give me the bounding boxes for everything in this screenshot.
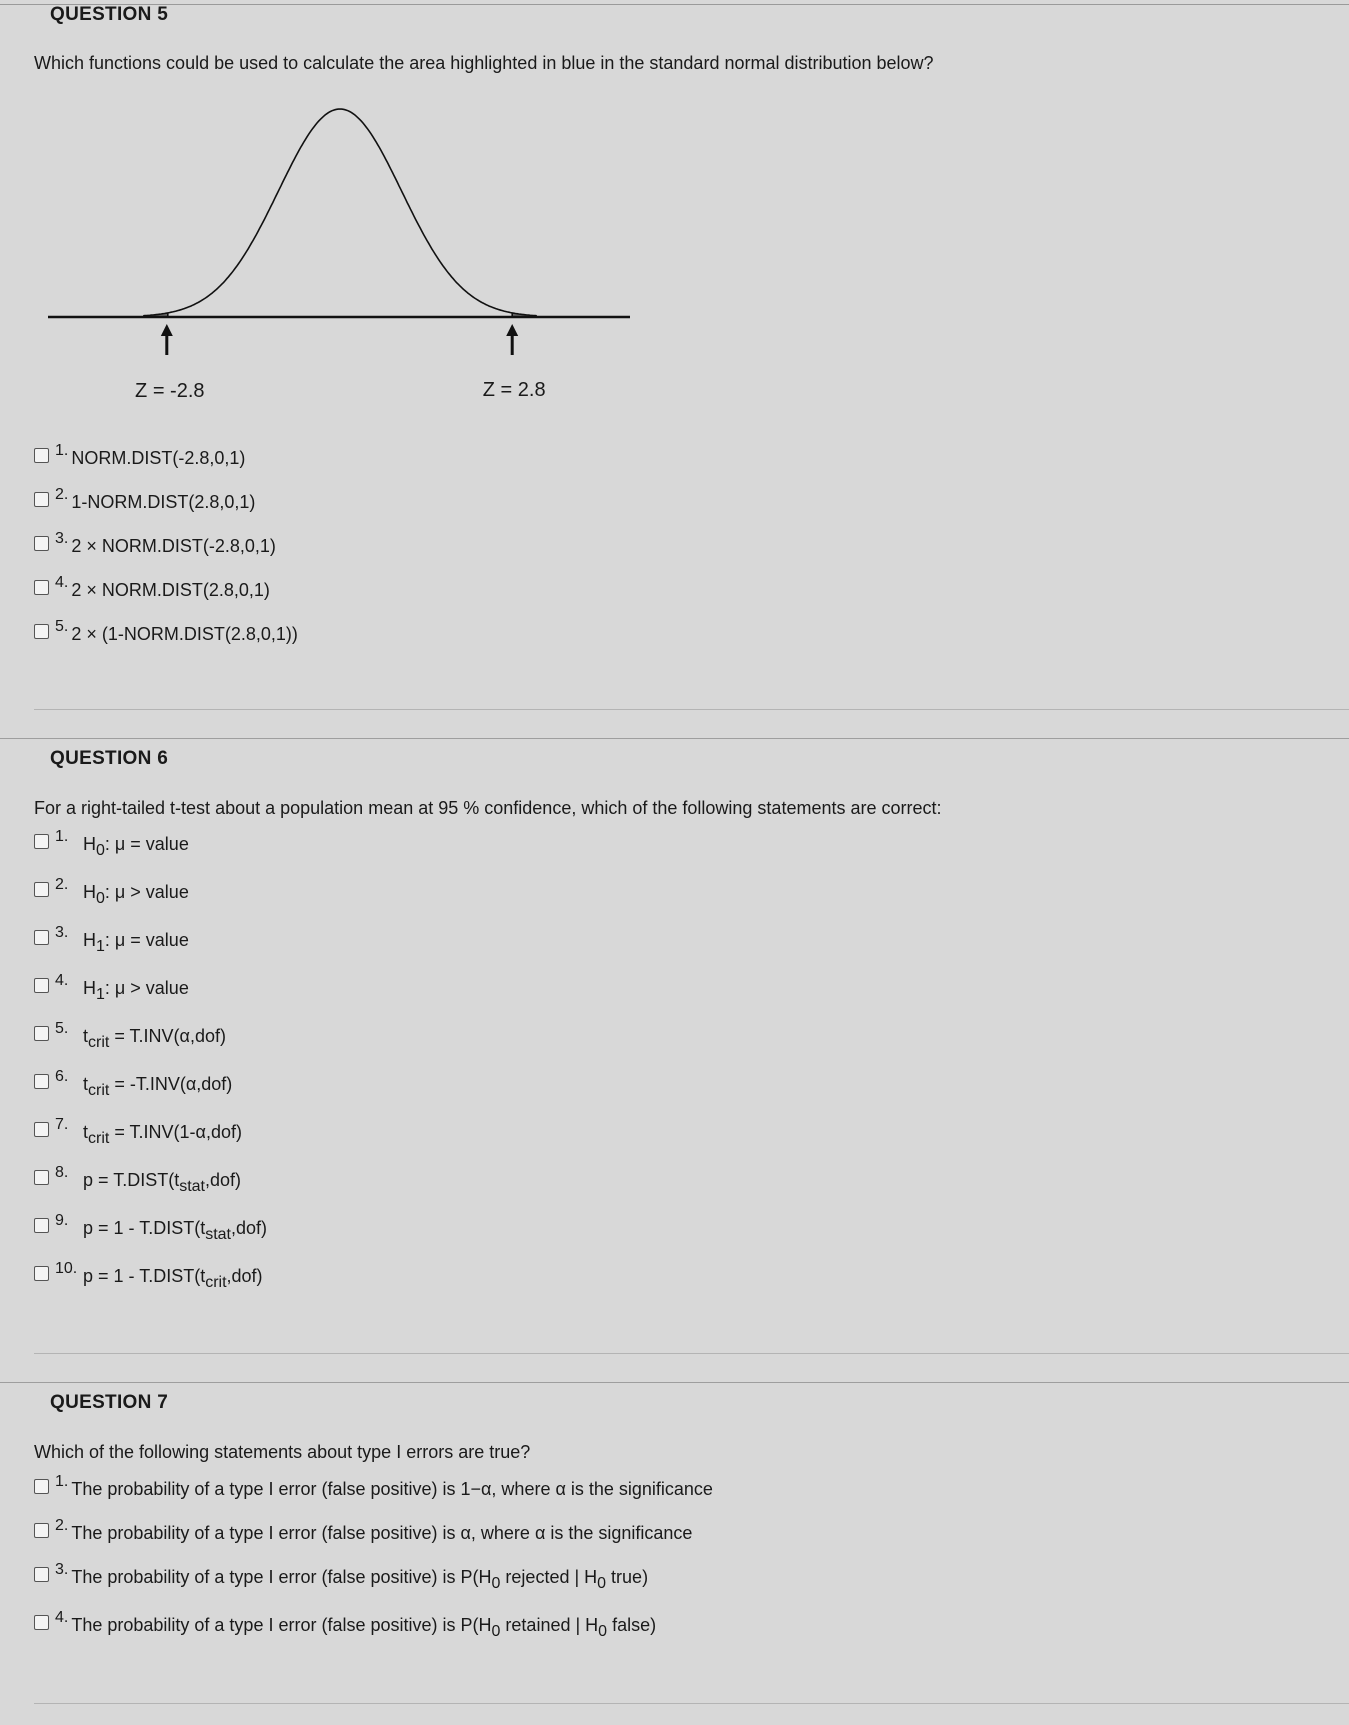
q6-option-6[interactable]	[34, 1068, 233, 1099]
q5-option-4[interactable]	[34, 574, 270, 602]
option-number: 4.	[55, 1609, 69, 1626]
option-text: $H_1$: μ > value	[83, 978, 189, 1003]
q6-option-9-checkbox[interactable]	[34, 1218, 49, 1233]
question-6-text: For a right-tailed t-test about a population mean at 95 % confidence, which of the following statements are correct:	[34, 798, 942, 818]
option-text: $H_0$: μ = value	[83, 834, 189, 859]
q7-option-3-checkbox[interactable]	[34, 1567, 49, 1582]
right-arrow-icon	[506, 324, 518, 355]
q7-option-2[interactable]	[34, 1517, 693, 1545]
q6-option-7[interactable]	[34, 1116, 242, 1147]
option-text: $t_{crit} = T.INV(1-\alpha,dof)$	[83, 1122, 242, 1147]
q7-option-1-checkbox[interactable]	[34, 1479, 49, 1494]
q6-option-2-checkbox[interactable]	[34, 882, 49, 897]
option-text: $p = T.DIST(t_{stat},dof)$	[83, 1170, 242, 1195]
question-6-bottom-divider	[34, 1353, 1349, 1354]
option-number: 2.	[55, 486, 69, 503]
option-text: The probability of a type I error (false positive) is α, where α is the significance	[71, 1523, 693, 1543]
q6-option-9[interactable]	[34, 1212, 268, 1243]
q5-option-1[interactable]	[34, 442, 246, 470]
option-number: 9.	[55, 1212, 69, 1229]
q6-option-10[interactable]	[34, 1260, 263, 1291]
option-text: NORM.DIST(-2.8,0,1)	[71, 448, 246, 468]
option-text: The probability of a type I error (false positive) is $P(H_0$ retained | $H_0$ false)	[71, 1615, 657, 1640]
option-number: 8.	[55, 1164, 69, 1181]
option-text: $t_{crit} = T.INV(\alpha,dof)$	[83, 1026, 226, 1051]
section-divider	[0, 738, 1349, 739]
option-number: 10.	[55, 1260, 78, 1277]
q6-option-1[interactable]	[34, 828, 189, 859]
q6-option-3[interactable]	[34, 924, 189, 955]
option-text: $t_{crit} = -T.INV(\alpha,dof)$	[83, 1074, 233, 1099]
q5-option-3-checkbox[interactable]	[34, 536, 49, 551]
option-number: 5.	[55, 618, 69, 635]
normal-curve	[143, 109, 537, 316]
q6-option-10-checkbox[interactable]	[34, 1266, 49, 1281]
option-number: 2.	[55, 876, 69, 893]
question-7-title: QUESTION 7	[50, 1392, 169, 1413]
question-7-bottom-divider	[34, 1703, 1349, 1704]
option-text: $H_1$: μ = value	[83, 930, 189, 955]
option-number: 1.	[55, 1473, 69, 1490]
q5-option-5[interactable]	[34, 618, 298, 646]
option-number: 6.	[55, 1068, 69, 1085]
option-text: The probability of a type I error (false positive) is 1−α, where α is the significance	[71, 1479, 713, 1499]
q6-option-5-checkbox[interactable]	[34, 1026, 49, 1041]
question-5-bottom-divider	[34, 709, 1349, 710]
option-text: $p = 1 - T.DIST(t_{stat},dof)$	[83, 1218, 268, 1243]
q5-option-1-checkbox[interactable]	[34, 448, 49, 463]
q7-option-4-checkbox[interactable]	[34, 1615, 49, 1630]
left-z-label: Z = -2.8	[135, 380, 205, 402]
question-6-title: QUESTION 6	[50, 748, 169, 769]
question-7-text: Which of the following statements about type I errors are true?	[34, 1442, 531, 1462]
q6-option-8-checkbox[interactable]	[34, 1170, 49, 1185]
q6-option-3-checkbox[interactable]	[34, 930, 49, 945]
option-text: $p = 1 - T.DIST(t_{crit},dof)$	[83, 1266, 263, 1291]
q6-option-2[interactable]	[34, 876, 189, 907]
question-5-title: QUESTION 5	[50, 4, 169, 25]
option-number: 3.	[55, 924, 69, 941]
q5-option-4-checkbox[interactable]	[34, 580, 49, 595]
left-arrow-icon	[161, 324, 173, 355]
option-number: 1.	[55, 828, 69, 845]
q6-option-6-checkbox[interactable]	[34, 1074, 49, 1089]
q5-option-2-checkbox[interactable]	[34, 492, 49, 507]
normal-distribution-figure	[40, 100, 640, 410]
option-number: 4.	[55, 574, 69, 591]
q6-option-7-checkbox[interactable]	[34, 1122, 49, 1137]
option-text: 2 × (1-NORM.DIST(2.8,0,1))	[71, 624, 298, 644]
option-text: 2 × NORM.DIST(2.8,0,1)	[71, 580, 270, 600]
option-number: 5.	[55, 1020, 69, 1037]
q7-option-2-checkbox[interactable]	[34, 1523, 49, 1538]
option-number: 4.	[55, 972, 69, 989]
option-number: 2.	[55, 1517, 69, 1534]
q7-option-1[interactable]	[34, 1473, 713, 1501]
right-z-label: Z = 2.8	[482, 379, 546, 401]
q6-option-4[interactable]	[34, 972, 189, 1003]
q6-option-8[interactable]	[34, 1164, 242, 1195]
top-border	[0, 4, 1349, 5]
option-text: 2 × NORM.DIST(-2.8,0,1)	[71, 536, 276, 556]
option-number: 3.	[55, 530, 69, 547]
option-text: 1-NORM.DIST(2.8,0,1)	[71, 492, 256, 512]
option-number: 1.	[55, 442, 69, 459]
q6-option-4-checkbox[interactable]	[34, 978, 49, 993]
q7-option-3[interactable]	[34, 1561, 649, 1592]
q5-option-5-checkbox[interactable]	[34, 624, 49, 639]
q5-option-2[interactable]	[34, 486, 256, 514]
q7-option-4[interactable]	[34, 1609, 657, 1640]
q5-option-3[interactable]	[34, 530, 276, 558]
question-5-text: Which functions could be used to calculate the area highlighted in blue in the standard normal distribution below?	[34, 53, 934, 73]
section-divider	[0, 1382, 1349, 1383]
option-text: The probability of a type I error (false positive) is $P(H_0$ rejected | $H_0$ true)	[71, 1567, 649, 1592]
option-number: 3.	[55, 1561, 69, 1578]
option-number: 7.	[55, 1116, 69, 1133]
option-text: $H_0$: μ > value	[83, 882, 189, 907]
q6-option-5[interactable]	[34, 1020, 226, 1051]
q6-option-1-checkbox[interactable]	[34, 834, 49, 849]
